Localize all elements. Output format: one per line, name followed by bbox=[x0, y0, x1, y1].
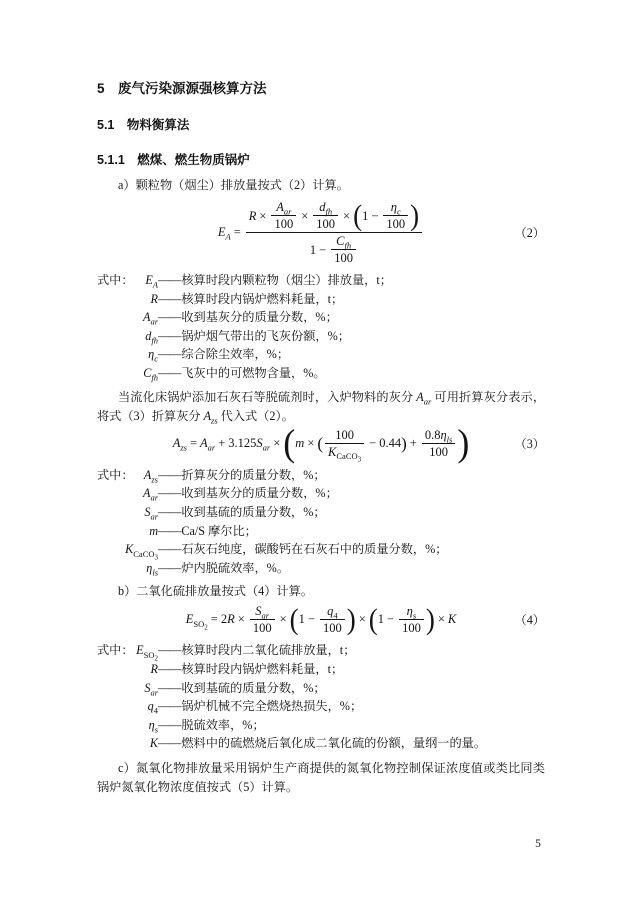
symbol: $\eta_s$ bbox=[148, 717, 158, 735]
equation-2-formula bbox=[139, 200, 503, 265]
equals-sign: = bbox=[189, 436, 198, 451]
symbol: K bbox=[149, 736, 158, 751]
symbol: $K_{CaCO_3}$ bbox=[125, 542, 158, 562]
definition-row bbox=[97, 522, 545, 541]
symbol: R bbox=[150, 291, 158, 306]
formula-where-label: 式中： bbox=[97, 643, 134, 658]
symbol-description: 核算时段内颗粒物（烟尘）排放量，t； bbox=[181, 273, 392, 287]
dash: —— bbox=[158, 486, 181, 501]
number-one: 1 bbox=[362, 208, 369, 223]
symbol-description: 核算时段内锅炉燃料耗量，t； bbox=[181, 661, 344, 676]
right-paren: ) bbox=[425, 602, 435, 636]
plus-sign: + bbox=[218, 436, 226, 451]
fraction-etas-100: $\frac{\eta_s}{100}$ bbox=[399, 604, 424, 635]
symbol: $C_{fh}$ bbox=[143, 365, 158, 383]
symbol: $A_{ar}$ bbox=[142, 310, 158, 327]
dash: —— bbox=[158, 273, 181, 287]
definition-row bbox=[97, 308, 545, 327]
left-paren: ( bbox=[368, 602, 378, 636]
times-sign: × bbox=[237, 612, 245, 627]
equation-3-number: （3） bbox=[514, 437, 545, 452]
symbol-description: 炉内脱硫效率，%。 bbox=[181, 560, 290, 575]
symbol-description: 石灰石纯度，碳酸钙在石灰石中的质量分数，%； bbox=[181, 542, 448, 557]
formula-where-label: 式中： bbox=[97, 273, 134, 287]
dash: —— bbox=[158, 328, 181, 343]
fraction-08eta-100: $0.8\eta_{ls}$ 100 bbox=[422, 428, 456, 459]
math-var-ESO2: $E_{SO_2}$ bbox=[185, 612, 208, 632]
symbol: $A_{zs}$ bbox=[143, 467, 158, 485]
times-sign: × bbox=[307, 436, 315, 451]
right-paren: ) bbox=[346, 602, 356, 636]
dash: —— bbox=[158, 365, 181, 380]
symbol-description: 收到基硫的质量分数，%； bbox=[181, 504, 326, 519]
math-var-EA: $E_A$ bbox=[217, 225, 231, 242]
times-sign: × bbox=[437, 612, 445, 627]
symbol-description: 收到基硫的质量分数，%； bbox=[181, 680, 326, 695]
coefficient: $3.125S_{ar}$ bbox=[228, 436, 271, 453]
symbol: $\eta_{ls}$ bbox=[146, 560, 158, 578]
definition-row bbox=[97, 734, 545, 753]
symbol: $A_{ar}$ bbox=[142, 486, 158, 503]
symbol-definitions-1 bbox=[97, 271, 545, 383]
equation-3-formula bbox=[139, 422, 503, 465]
main-fraction bbox=[246, 200, 422, 265]
text-run: 可用折算灰分表示，将式（3）折算灰分 bbox=[97, 389, 546, 423]
definition-row bbox=[97, 559, 545, 578]
fraction-Cfh-100: $C_{fh}$ 100 bbox=[331, 234, 356, 265]
times-sign: × bbox=[273, 436, 281, 451]
left-paren: ( bbox=[289, 602, 299, 636]
fraction-Aar-100: $A_{ar}$ 100 bbox=[271, 200, 296, 231]
dash: —— bbox=[158, 643, 181, 658]
times-sign: × bbox=[358, 612, 366, 627]
symbol: $E_A$ bbox=[145, 273, 158, 290]
paragraph-item-b: b）二氧化硫排放量按式（4）计算。 bbox=[118, 584, 313, 599]
equals-sign: = bbox=[210, 612, 218, 627]
dash: —— bbox=[158, 560, 181, 575]
symbol: $\eta_c$ bbox=[148, 347, 158, 364]
dash: —— bbox=[158, 347, 181, 362]
minus-sign: − bbox=[369, 436, 377, 451]
symbol-description: 综合除尘效率，%； bbox=[181, 347, 290, 362]
symbol-description: Ca/S 摩尔比； bbox=[181, 523, 257, 538]
number-one: 1 bbox=[377, 612, 384, 627]
right-paren: ) bbox=[401, 434, 407, 453]
equation-2 bbox=[97, 200, 545, 265]
inline-math-Aar: $A_{ar}$ bbox=[416, 389, 432, 406]
symbol-definitions-2 bbox=[97, 466, 545, 578]
symbol: $d_{fh}$ bbox=[145, 328, 158, 346]
times-sign: × bbox=[279, 612, 287, 627]
math-var-m: m bbox=[295, 436, 305, 451]
definition-row bbox=[97, 660, 545, 679]
equation-4-formula bbox=[139, 604, 503, 635]
fraction-q4-100: $\frac{q_4}{100}$ bbox=[320, 604, 345, 635]
symbol-description: 核算时段内锅炉燃料耗量，t； bbox=[181, 291, 344, 306]
formula-where-label: 式中： bbox=[97, 467, 134, 482]
times-sign: × bbox=[301, 208, 309, 223]
symbol-description: 折算灰分的质量分数，%； bbox=[181, 467, 326, 482]
text-run: 代入式（2）。 bbox=[220, 408, 294, 423]
definition-row bbox=[97, 716, 545, 735]
math-var-R: R bbox=[248, 208, 257, 223]
definition-row bbox=[97, 540, 545, 562]
equation-4-number: （4） bbox=[514, 613, 545, 628]
minus-sign: − bbox=[387, 612, 395, 627]
equals-sign: = bbox=[233, 225, 241, 239]
definition-row bbox=[97, 466, 545, 485]
definition-row bbox=[97, 271, 545, 290]
symbol-description: 锅炉烟气带出的飞灰份额，%； bbox=[181, 328, 350, 343]
equation-4 bbox=[97, 604, 545, 635]
paragraph-item-a: a）颗粒物（烟尘）排放量按式（2）计算。 bbox=[118, 178, 349, 192]
times-sign: × bbox=[259, 208, 267, 223]
fraction-etac-100: $\frac{\eta_c}{100}$ bbox=[383, 200, 408, 231]
left-paren: ( bbox=[353, 198, 363, 232]
symbol: $S_{ar}$ bbox=[144, 680, 158, 697]
number-one: 1 bbox=[298, 612, 305, 627]
left-paren: ( bbox=[283, 422, 296, 465]
paragraph-item-c: c）氮氧化物排放量采用锅炉生产商提供的氮氧化物控制保证浓度值或类比同类锅炉氮氧化物浓度值按式（5）计算。 bbox=[97, 760, 545, 794]
definition-row bbox=[97, 290, 545, 309]
symbol-description: 燃料中的硫燃烧后氧化成二氧化硫的份额，量纲一的量。 bbox=[181, 736, 487, 751]
symbol-description: 锅炉机械不完全燃烧热损失，%； bbox=[181, 699, 363, 714]
definition-row bbox=[97, 641, 545, 663]
right-paren: ) bbox=[457, 422, 470, 465]
number-one: 1 bbox=[309, 242, 317, 257]
dash: —— bbox=[158, 717, 181, 732]
symbol-description: 脱硫效率，%； bbox=[181, 717, 265, 732]
dash: —— bbox=[158, 310, 181, 325]
definition-row bbox=[97, 345, 545, 364]
dash: —— bbox=[158, 699, 181, 714]
definition-row bbox=[97, 364, 545, 383]
inline-math-Azs: $A_{zs}$ bbox=[203, 408, 218, 425]
times-sign: × bbox=[343, 208, 351, 223]
symbol: $q_4$ bbox=[147, 699, 158, 716]
dash: —— bbox=[158, 467, 181, 482]
equation-3 bbox=[97, 422, 545, 465]
paragraph-fluidized-bed bbox=[97, 388, 545, 426]
definition-row bbox=[97, 679, 545, 698]
coefficient-2R: 2R bbox=[220, 612, 235, 627]
equation-2-number: （2） bbox=[514, 226, 545, 240]
page-number: 5 bbox=[535, 838, 541, 850]
dash: —— bbox=[158, 542, 181, 557]
symbol: $E_{SO_2}$ bbox=[136, 643, 158, 663]
dash: —— bbox=[158, 291, 181, 306]
symbol-description: 核算时段内二氧化硫排放量，t； bbox=[181, 643, 356, 658]
number: 0.44 bbox=[379, 436, 402, 451]
math-var-Azs: $A_{zs}$ bbox=[172, 436, 187, 453]
section-heading-5: 5 废气污染源源强核算方法 bbox=[97, 81, 267, 96]
minus-sign: − bbox=[371, 208, 379, 223]
dash: —— bbox=[158, 504, 181, 519]
symbol: m bbox=[149, 523, 158, 538]
minus-sign: − bbox=[319, 242, 327, 257]
symbol-description: 收到基灰分的质量分数，%； bbox=[181, 310, 338, 325]
symbol: R bbox=[150, 661, 158, 676]
dash: —— bbox=[158, 680, 181, 695]
fraction-dfh-100: $d_{fh}$ 100 bbox=[313, 200, 338, 231]
minus-sign: − bbox=[307, 612, 315, 627]
definition-row bbox=[97, 697, 545, 716]
page-content bbox=[97, 80, 545, 797]
dash: —— bbox=[158, 736, 181, 751]
definition-row bbox=[97, 327, 545, 346]
dash: —— bbox=[158, 523, 181, 538]
right-paren: ) bbox=[410, 198, 420, 232]
fraction-Sar-100: $S_{ar}$ 100 bbox=[250, 604, 275, 635]
definition-row bbox=[97, 503, 545, 522]
symbol-description: 收到基灰分的质量分数，%； bbox=[181, 486, 338, 501]
definition-row bbox=[97, 484, 545, 503]
symbol: $S_{ar}$ bbox=[144, 504, 158, 522]
left-paren: ( bbox=[317, 434, 324, 453]
subsection-heading-5-1: 5.1 物料衡算法 bbox=[97, 118, 190, 132]
symbol-definitions-3 bbox=[97, 641, 545, 753]
symbol-description: 飞灰中的可燃物含量，%。 bbox=[181, 365, 326, 380]
plus-sign: + bbox=[409, 436, 417, 451]
subsection-heading-5-1-1: 5.1.1 燃煤、燃生物质锅炉 bbox=[97, 153, 250, 167]
text-run: 当流化床锅炉添加石灰石等脱硫剂时，入炉物料的灰分 bbox=[118, 389, 414, 404]
dash: —— bbox=[158, 661, 181, 676]
fraction-100-KCaCO3: 100 $K_{CaCO_3}$ bbox=[325, 428, 364, 460]
math-var-K: K bbox=[447, 612, 457, 627]
math-var-Aar: $A_{ar}$ bbox=[200, 436, 216, 453]
